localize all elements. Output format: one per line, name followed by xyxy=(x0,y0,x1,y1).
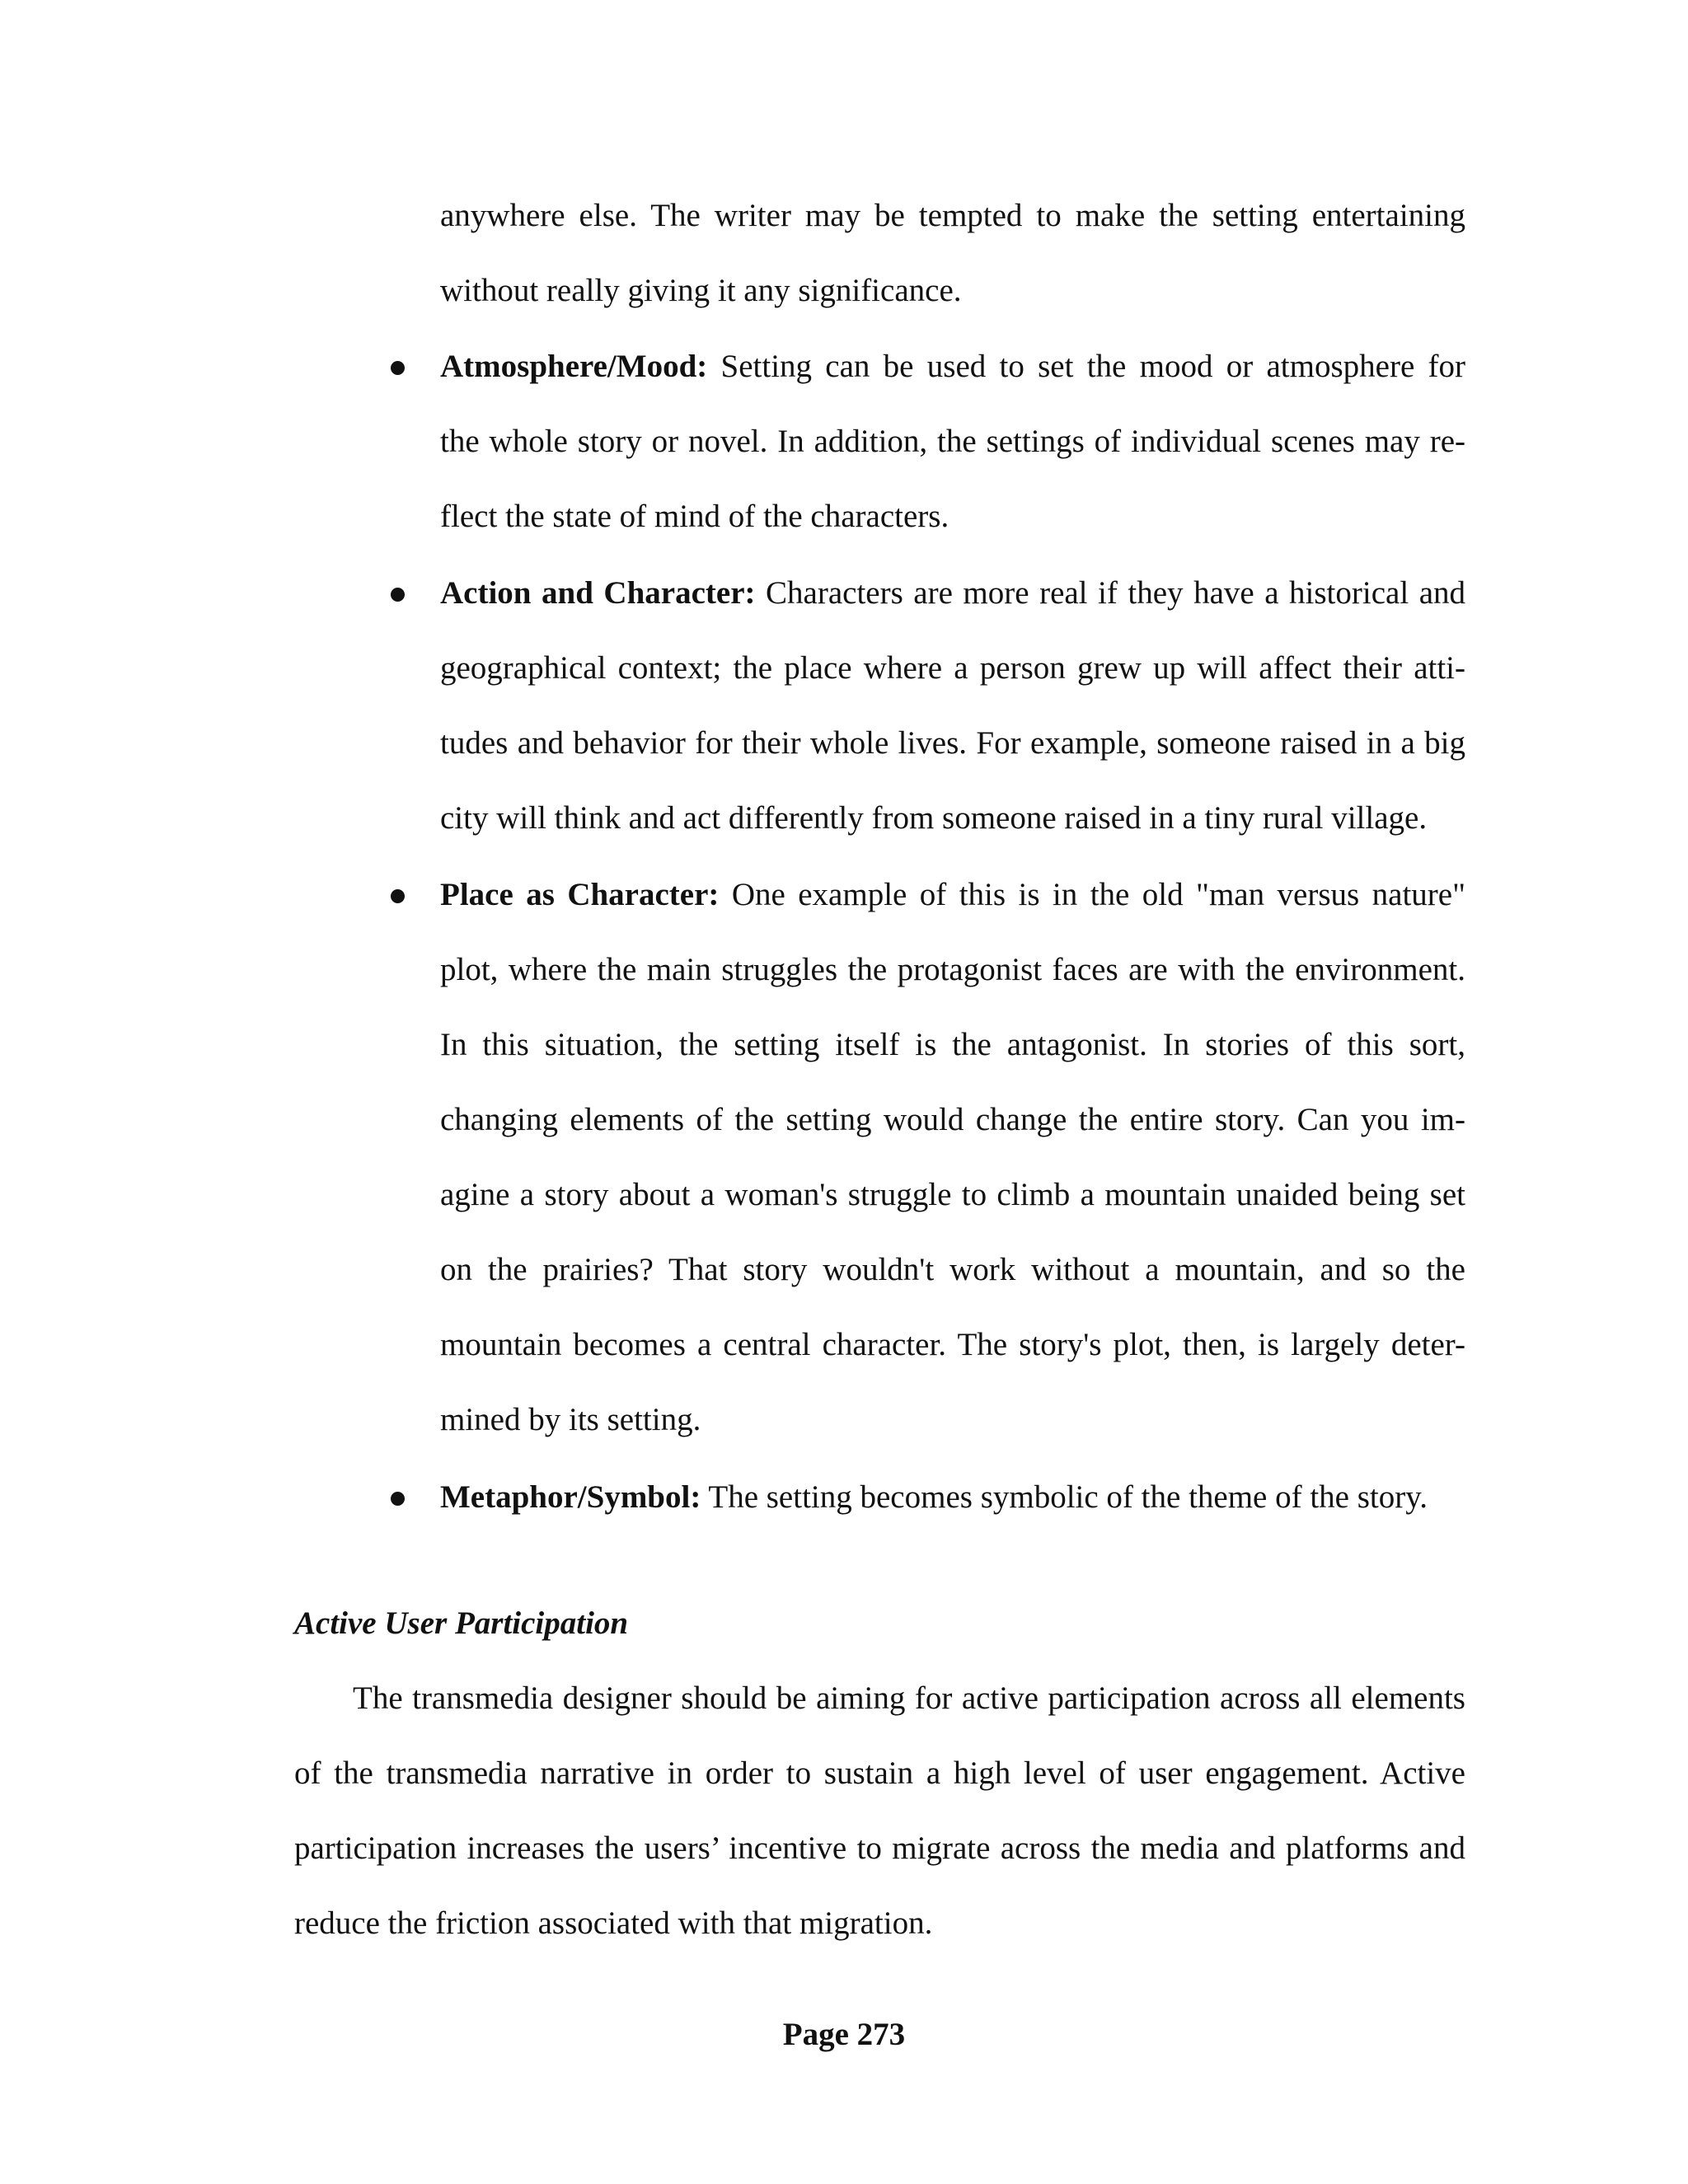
paragraph-line: reduce the friction associated with that migration. xyxy=(294,1905,933,1941)
bullet-line xyxy=(440,347,1465,387)
bullet-icon xyxy=(391,361,405,375)
bullet-text: The setting becomes symbolic of the theme of the story. xyxy=(701,1479,1428,1515)
bullet-line xyxy=(440,1478,1428,1517)
bullet-icon xyxy=(391,588,405,602)
page-number: Page 273 xyxy=(782,2017,906,2052)
bullet-line: flect the state of mind of the characters. xyxy=(440,499,950,534)
section-heading: Active User Participation xyxy=(294,1605,629,1641)
bullet-term: Place as Character: xyxy=(440,877,720,912)
bullet-line: on the prairies? That story wouldn't work without a mountain, and so the xyxy=(440,1252,1465,1287)
bullet-text: Characters are more real if they have a historical and xyxy=(755,575,1466,611)
bullet-term: Metaphor/Symbol: xyxy=(440,1479,701,1515)
bullet-text: One example of this is in the old "man versus nature" xyxy=(719,877,1465,912)
paragraph-line: participation increases the users’ incentive to migrate across the media and platforms and xyxy=(294,1830,1465,1866)
body-line: anywhere else. The writer may be tempted to make the setting entertaining xyxy=(440,198,1465,233)
bullet-line: geographical context; the place where a person grew up will affect their atti- xyxy=(440,650,1465,686)
paragraph-line: The transmedia designer should be aiming for active participation across all elements xyxy=(353,1680,1465,1716)
bullet-line: tudes and behavior for their whole lives. For example, someone raised in a big xyxy=(440,725,1465,761)
bullet-line: city will think and act differently from someone raised in a tiny rural village. xyxy=(440,800,1428,836)
bullet-icon xyxy=(391,889,405,903)
bullet-line: changing elements of the setting would change the entire story. Can you im- xyxy=(440,1102,1465,1137)
bullet-text: Setting can be used to set the mood or atmosphere for xyxy=(707,349,1465,384)
bullet-line: In this situation, the setting itself is the antagonist. In stories of this sort, xyxy=(440,1027,1465,1062)
bullet-line: plot, where the main struggles the protagonist faces are with the environment. xyxy=(440,952,1465,987)
bullet-line: mountain becomes a central character. The story's plot, then, is largely deter- xyxy=(440,1327,1465,1362)
bullet-term: Atmosphere/Mood: xyxy=(440,349,708,384)
bullet-line: the whole story or novel. In addition, the settings of individual scenes may re- xyxy=(440,424,1465,459)
body-line: without really giving it any significance. xyxy=(440,273,962,308)
bullet-line xyxy=(440,574,1465,613)
bullet-line xyxy=(440,875,1465,915)
bullet-term: Action and Character: xyxy=(440,575,756,611)
bullet-line: mined by its setting. xyxy=(440,1402,701,1437)
bullet-icon xyxy=(391,1492,405,1506)
bullet-line: agine a story about a woman's struggle to climb a mountain unaided being set xyxy=(440,1177,1465,1212)
paragraph-line: of the transmedia narrative in order to sustain a high level of user engagement. Active xyxy=(294,1755,1465,1791)
